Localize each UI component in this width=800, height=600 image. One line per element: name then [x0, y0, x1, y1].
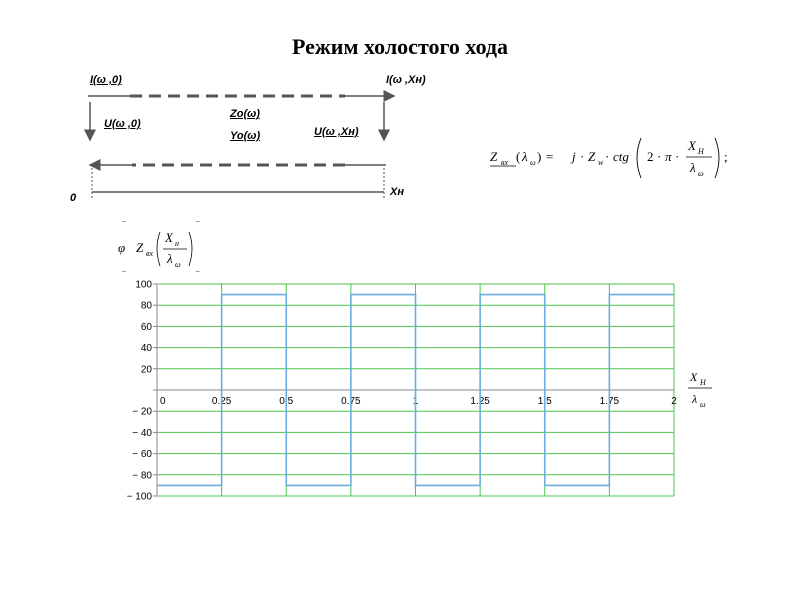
x-tick-label: 1.25 — [470, 396, 490, 407]
svg-text:−: − — [195, 217, 201, 226]
formula-num-sub: H — [698, 147, 704, 156]
label-xn: Xн — [390, 186, 404, 198]
label-zero: 0 — [70, 192, 77, 204]
page-title: Режим холостого хода — [291, 34, 509, 59]
ylabel-phi: φ — [118, 240, 126, 255]
ylabel-den: λ — [167, 251, 173, 266]
label-i-end: I(ω ,Xн) — [386, 74, 426, 86]
y-tick-label: 40 — [140, 343, 152, 355]
ylabel-num-sub: н — [175, 239, 179, 248]
formula-ctg: ctg — [613, 149, 629, 164]
svg-text:−: − — [195, 267, 201, 276]
label-y: Yo(ω) — [230, 130, 261, 142]
svg-text:·: · — [605, 149, 610, 164]
formula-dot: · — [580, 149, 585, 164]
label-u-start: U(ω ,0) — [104, 118, 141, 130]
y-tick-label: − 60 — [132, 449, 152, 461]
label-i-start: I(ω ,0) — [90, 74, 122, 86]
xlabel-den: λ — [692, 392, 698, 406]
ylabel-num: X — [165, 230, 173, 245]
x-tick-label: 0 — [160, 396, 166, 407]
formula-lhs-sub: вх — [501, 158, 509, 167]
xlabel-den-sub: ω — [700, 400, 706, 409]
formula-zw-sub: w — [598, 158, 604, 167]
formula-lhs-arg-sub: ω — [530, 158, 536, 167]
ylabel-z: Z — [136, 240, 144, 255]
svg-text:−: − — [121, 217, 127, 226]
y-tick-label: 60 — [140, 321, 152, 333]
formula-num: X — [688, 138, 696, 153]
x-tick-label: 1.5 — [537, 396, 552, 407]
formula-pi: π — [665, 149, 672, 164]
x-tick-label: 1.75 — [599, 396, 620, 407]
svg-text:(: ( — [516, 149, 521, 164]
label-z: Zo(ω) — [230, 108, 260, 120]
label-u-end: U(ω ,Xн) — [314, 126, 359, 138]
svg-text:−: − — [121, 267, 127, 276]
x-tick-label: 2 — [671, 396, 677, 407]
y-tick-label: − 20 — [132, 406, 152, 418]
x-tick-label: 0.25 — [211, 396, 232, 407]
svg-text:·: · — [657, 149, 662, 164]
y-tick-label: 100 — [135, 279, 152, 291]
y-tick-label: − 100 — [126, 491, 152, 503]
chart-tick-labels — [127, 280, 678, 503]
formula-eq: = — [546, 149, 554, 164]
y-tick-label: − 80 — [132, 470, 152, 482]
formula-den: λ — [690, 160, 696, 175]
x-tick-label: 1 — [412, 396, 419, 407]
formula-semicolon: ; — [724, 149, 728, 164]
formula-lhs-var: Z — [490, 149, 498, 164]
formula-j: j — [572, 149, 576, 164]
chart-axes — [153, 284, 674, 496]
formula-two: 2 — [647, 149, 654, 164]
formula-lhs-arg: λ — [522, 149, 528, 164]
y-tick-label: 80 — [140, 300, 152, 312]
svg-text:·: · — [675, 149, 680, 164]
formula-zw: Z — [588, 149, 596, 164]
ylabel-z-sub: вх — [146, 249, 154, 258]
x-tick-label: 0.75 — [341, 396, 361, 407]
x-tick-label: 0.5 — [279, 396, 294, 407]
svg-text:): ) — [537, 149, 542, 164]
xlabel-num: X — [690, 370, 698, 384]
y-tick-label: − 40 — [132, 427, 152, 439]
ylabel-den-sub: ω — [175, 260, 181, 269]
xlabel-num-sub: H — [700, 378, 706, 387]
y-tick-label: 20 — [140, 364, 152, 376]
formula-den-sub: ω — [698, 169, 704, 178]
